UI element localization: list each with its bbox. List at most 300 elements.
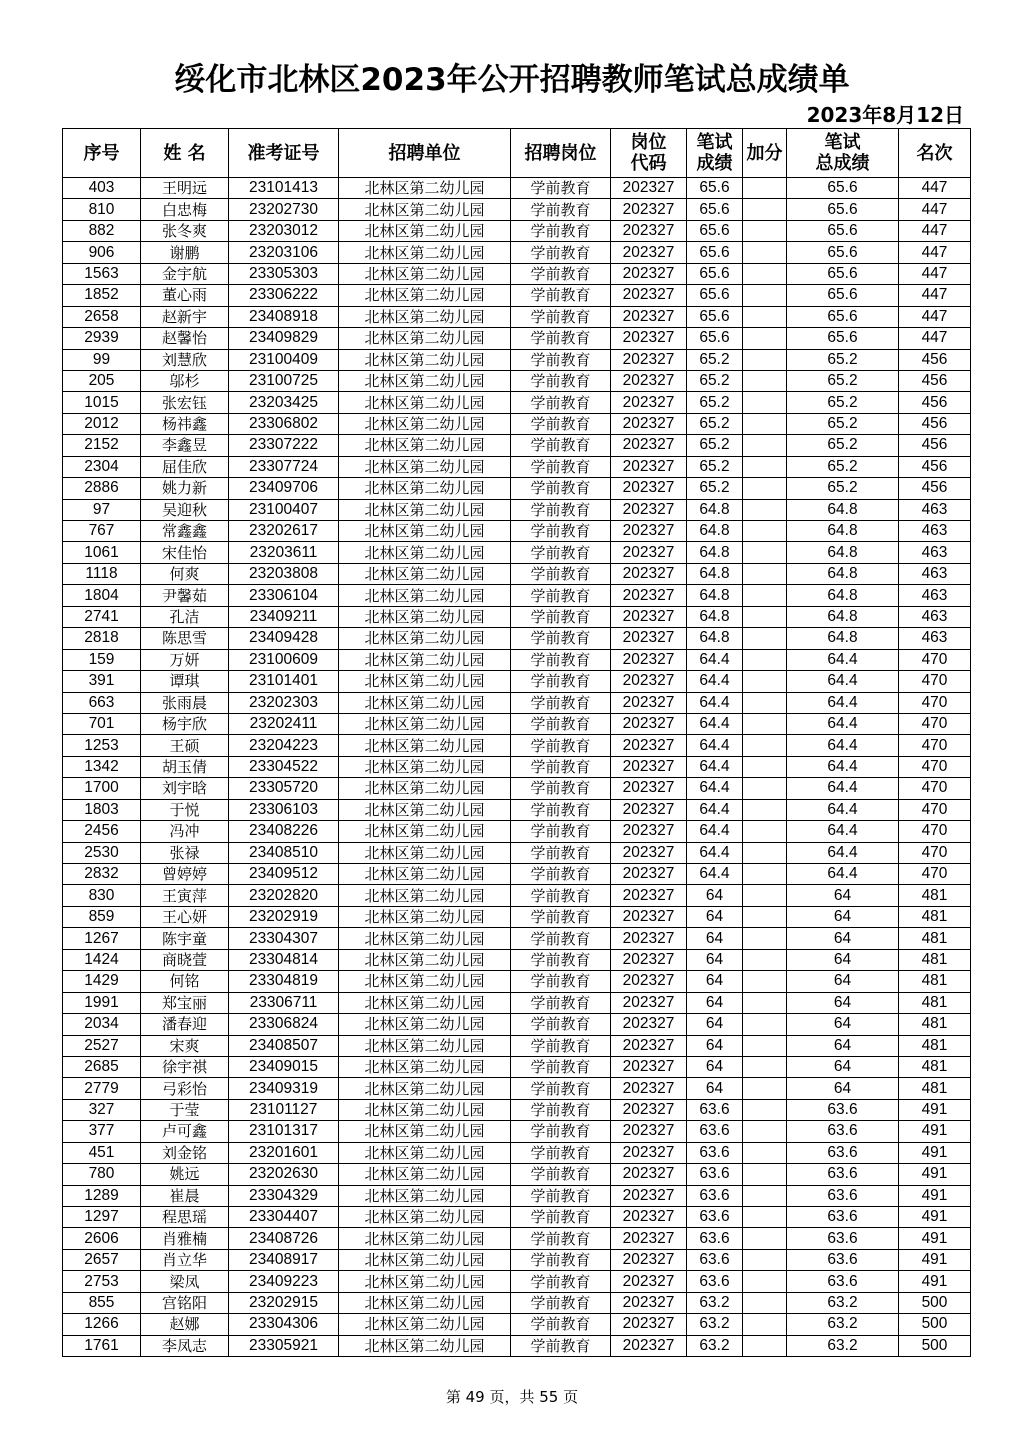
cell-bonus <box>743 1078 787 1099</box>
table-row <box>63 1335 971 1356</box>
cell-code: 202327 <box>611 1207 687 1228</box>
table-row <box>63 1164 971 1185</box>
cell-bonus <box>743 563 787 584</box>
header-code-line2: 代码 <box>630 153 667 174</box>
cell-name: 于莹 <box>141 1099 229 1120</box>
cell-total: 65.6 <box>787 199 899 220</box>
cell-name: 张冬爽 <box>141 220 229 241</box>
cell-seq: 1253 <box>63 735 141 756</box>
cell-position: 学前教育 <box>511 1228 611 1249</box>
cell-score: 65.6 <box>687 306 743 327</box>
cell-score: 64.8 <box>687 563 743 584</box>
cell-seq: 882 <box>63 220 141 241</box>
cell-seq: 2818 <box>63 628 141 649</box>
cell-exam-no: 23202411 <box>229 713 339 734</box>
header-score-line2: 成绩 <box>696 153 733 174</box>
cell-bonus <box>743 1035 787 1056</box>
cell-unit: 北林区第二幼儿园 <box>339 1035 511 1056</box>
cell-seq: 810 <box>63 199 141 220</box>
cell-rank: 481 <box>899 1035 971 1056</box>
cell-name: 张雨晨 <box>141 692 229 713</box>
cell-seq: 1761 <box>63 1335 141 1356</box>
cell-total: 63.6 <box>787 1099 899 1120</box>
cell-code: 202327 <box>611 713 687 734</box>
cell-rank: 447 <box>899 263 971 284</box>
cell-name: 姚力新 <box>141 478 229 499</box>
cell-name: 姚远 <box>141 1164 229 1185</box>
cell-unit: 北林区第二幼儿园 <box>339 306 511 327</box>
cell-total: 64 <box>787 885 899 906</box>
cell-code: 202327 <box>611 370 687 391</box>
cell-unit: 北林区第二幼儿园 <box>339 392 511 413</box>
cell-score: 63.6 <box>687 1249 743 1270</box>
cell-score: 65.2 <box>687 478 743 499</box>
cell-unit: 北林区第二幼儿园 <box>339 263 511 284</box>
cell-code: 202327 <box>611 1035 687 1056</box>
cell-total: 65.2 <box>787 413 899 434</box>
cell-position: 学前教育 <box>511 220 611 241</box>
header-seq: 序号 <box>63 129 141 178</box>
cell-code: 202327 <box>611 1185 687 1206</box>
cell-seq: 2685 <box>63 1056 141 1077</box>
cell-name: 白忠梅 <box>141 199 229 220</box>
cell-total: 64 <box>787 1035 899 1056</box>
header-rank: 名次 <box>899 129 971 178</box>
cell-name: 肖立华 <box>141 1249 229 1270</box>
cell-unit: 北林区第二幼儿园 <box>339 992 511 1013</box>
cell-unit: 北林区第二幼儿园 <box>339 585 511 606</box>
cell-name: 卢可鑫 <box>141 1121 229 1142</box>
cell-code: 202327 <box>611 1142 687 1163</box>
table-row <box>63 971 971 992</box>
cell-code: 202327 <box>611 928 687 949</box>
cell-name: 陈宇童 <box>141 928 229 949</box>
cell-unit: 北林区第二幼儿园 <box>339 563 511 584</box>
header-code-line1: 岗位 <box>630 132 667 153</box>
cell-exam-no: 23409829 <box>229 328 339 349</box>
cell-unit: 北林区第二幼儿园 <box>339 1335 511 1356</box>
cell-rank: 491 <box>899 1271 971 1292</box>
cell-bonus <box>743 1271 787 1292</box>
cell-score: 64.8 <box>687 521 743 542</box>
table-row <box>63 1099 971 1120</box>
cell-score: 64.8 <box>687 542 743 563</box>
cell-rank: 463 <box>899 542 971 563</box>
cell-code: 202327 <box>611 285 687 306</box>
cell-code: 202327 <box>611 1014 687 1035</box>
cell-unit: 北林区第二幼儿园 <box>339 778 511 799</box>
cell-total: 64.8 <box>787 585 899 606</box>
table-row <box>63 671 971 692</box>
cell-exam-no: 23202820 <box>229 885 339 906</box>
cell-position: 学前教育 <box>511 1335 611 1356</box>
cell-position: 学前教育 <box>511 1314 611 1335</box>
cell-code: 202327 <box>611 220 687 241</box>
cell-unit: 北林区第二幼儿园 <box>339 735 511 756</box>
cell-code: 202327 <box>611 1314 687 1335</box>
cell-seq: 701 <box>63 713 141 734</box>
cell-code: 202327 <box>611 1164 687 1185</box>
cell-name: 宋爽 <box>141 1035 229 1056</box>
cell-seq: 205 <box>63 370 141 391</box>
cell-unit: 北林区第二幼儿园 <box>339 713 511 734</box>
cell-name: 李凤志 <box>141 1335 229 1356</box>
cell-exam-no: 23306802 <box>229 413 339 434</box>
table-row <box>63 842 971 863</box>
cell-score: 64.4 <box>687 756 743 777</box>
table-row <box>63 1078 971 1099</box>
cell-exam-no: 23101413 <box>229 178 339 199</box>
cell-position: 学前教育 <box>511 499 611 520</box>
cell-total: 65.6 <box>787 178 899 199</box>
cell-position: 学前教育 <box>511 1099 611 1120</box>
cell-seq: 855 <box>63 1292 141 1313</box>
cell-exam-no: 23202617 <box>229 521 339 542</box>
table-row <box>63 542 971 563</box>
cell-rank: 481 <box>899 906 971 927</box>
cell-rank: 463 <box>899 521 971 542</box>
cell-position: 学前教育 <box>511 671 611 692</box>
table-row <box>63 928 971 949</box>
table-row <box>63 735 971 756</box>
cell-exam-no: 23409211 <box>229 606 339 627</box>
header-total-line1: 笔试 <box>824 132 861 153</box>
cell-bonus <box>743 885 787 906</box>
cell-name: 董心雨 <box>141 285 229 306</box>
cell-unit: 北林区第二幼儿园 <box>339 328 511 349</box>
cell-name: 潘春迎 <box>141 1014 229 1035</box>
cell-score: 65.6 <box>687 178 743 199</box>
cell-code: 202327 <box>611 1078 687 1099</box>
table-row <box>63 456 971 477</box>
cell-total: 64.4 <box>787 756 899 777</box>
cell-seq: 2779 <box>63 1078 141 1099</box>
cell-code: 202327 <box>611 178 687 199</box>
cell-score: 64 <box>687 949 743 970</box>
cell-total: 64.8 <box>787 563 899 584</box>
cell-exam-no: 23202915 <box>229 1292 339 1313</box>
cell-score: 64.4 <box>687 735 743 756</box>
cell-code: 202327 <box>611 842 687 863</box>
cell-score: 64.4 <box>687 864 743 885</box>
cell-total: 64.8 <box>787 628 899 649</box>
cell-total: 64 <box>787 971 899 992</box>
cell-code: 202327 <box>611 1228 687 1249</box>
cell-score: 64 <box>687 906 743 927</box>
cell-code: 202327 <box>611 1335 687 1356</box>
cell-name: 李鑫昱 <box>141 435 229 456</box>
cell-bonus <box>743 370 787 391</box>
cell-total: 64.4 <box>787 864 899 885</box>
cell-name: 吴迎秋 <box>141 499 229 520</box>
cell-exam-no: 23306103 <box>229 799 339 820</box>
cell-unit: 北林区第二幼儿园 <box>339 1207 511 1228</box>
cell-exam-no: 23306104 <box>229 585 339 606</box>
cell-exam-no: 23204223 <box>229 735 339 756</box>
cell-unit: 北林区第二幼儿园 <box>339 628 511 649</box>
cell-position: 学前教育 <box>511 885 611 906</box>
cell-unit: 北林区第二幼儿园 <box>339 1014 511 1035</box>
cell-exam-no: 23101127 <box>229 1099 339 1120</box>
cell-name: 刘宇晗 <box>141 778 229 799</box>
table-row <box>63 563 971 584</box>
cell-seq: 2304 <box>63 456 141 477</box>
cell-exam-no: 23307222 <box>229 435 339 456</box>
cell-code: 202327 <box>611 906 687 927</box>
table-row <box>63 628 971 649</box>
cell-position: 学前教育 <box>511 735 611 756</box>
cell-exam-no: 23304307 <box>229 928 339 949</box>
cell-score: 64 <box>687 992 743 1013</box>
cell-code: 202327 <box>611 971 687 992</box>
cell-bonus <box>743 499 787 520</box>
cell-exam-no: 23307724 <box>229 456 339 477</box>
cell-seq: 391 <box>63 671 141 692</box>
cell-position: 学前教育 <box>511 178 611 199</box>
table-row <box>63 285 971 306</box>
table-row <box>63 328 971 349</box>
cell-seq: 1267 <box>63 928 141 949</box>
cell-unit: 北林区第二幼儿园 <box>339 542 511 563</box>
cell-bonus <box>743 1335 787 1356</box>
cell-score: 64 <box>687 928 743 949</box>
cell-rank: 470 <box>899 671 971 692</box>
cell-rank: 470 <box>899 756 971 777</box>
cell-exam-no: 23409512 <box>229 864 339 885</box>
cell-total: 64.4 <box>787 671 899 692</box>
cell-bonus <box>743 606 787 627</box>
cell-exam-no: 23304329 <box>229 1185 339 1206</box>
cell-position: 学前教育 <box>511 799 611 820</box>
cell-seq: 2939 <box>63 328 141 349</box>
cell-position: 学前教育 <box>511 1056 611 1077</box>
table-row <box>63 799 971 820</box>
table-row <box>63 478 971 499</box>
cell-exam-no: 23305303 <box>229 263 339 284</box>
cell-total: 65.6 <box>787 306 899 327</box>
cell-seq: 1118 <box>63 563 141 584</box>
cell-score: 64.8 <box>687 606 743 627</box>
cell-rank: 447 <box>899 178 971 199</box>
cell-score: 64.4 <box>687 671 743 692</box>
cell-bonus <box>743 799 787 820</box>
cell-bonus <box>743 435 787 456</box>
cell-rank: 447 <box>899 285 971 306</box>
table-row <box>63 1292 971 1313</box>
cell-code: 202327 <box>611 735 687 756</box>
cell-bonus <box>743 521 787 542</box>
cell-unit: 北林区第二幼儿园 <box>339 756 511 777</box>
cell-bonus <box>743 864 787 885</box>
cell-exam-no: 23305921 <box>229 1335 339 1356</box>
cell-total: 63.6 <box>787 1249 899 1270</box>
table-row <box>63 1271 971 1292</box>
table-row <box>63 1249 971 1270</box>
cell-name: 赵娜 <box>141 1314 229 1335</box>
table-row <box>63 242 971 263</box>
cell-bonus <box>743 949 787 970</box>
cell-position: 学前教育 <box>511 971 611 992</box>
cell-rank: 470 <box>899 799 971 820</box>
cell-unit: 北林区第二幼儿园 <box>339 178 511 199</box>
table-row <box>63 499 971 520</box>
cell-rank: 470 <box>899 692 971 713</box>
cell-rank: 456 <box>899 370 971 391</box>
cell-exam-no: 23203425 <box>229 392 339 413</box>
cell-position: 学前教育 <box>511 1164 611 1185</box>
cell-position: 学前教育 <box>511 456 611 477</box>
cell-bonus <box>743 1099 787 1120</box>
cell-code: 202327 <box>611 778 687 799</box>
cell-seq: 2832 <box>63 864 141 885</box>
cell-score: 63.2 <box>687 1314 743 1335</box>
report-date: 2023年8月12日 <box>806 103 964 127</box>
cell-bonus <box>743 628 787 649</box>
cell-exam-no: 23304306 <box>229 1314 339 1335</box>
cell-unit: 北林区第二幼儿园 <box>339 1121 511 1142</box>
cell-code: 202327 <box>611 628 687 649</box>
cell-bonus <box>743 992 787 1013</box>
cell-code: 202327 <box>611 1099 687 1120</box>
cell-bonus <box>743 692 787 713</box>
cell-code: 202327 <box>611 992 687 1013</box>
cell-exam-no: 23408918 <box>229 306 339 327</box>
cell-name: 王寅萍 <box>141 885 229 906</box>
table-row <box>63 1142 971 1163</box>
page-footer: 第 49 页，共 55 页 <box>445 1388 579 1406</box>
header-unit: 招聘单位 <box>339 129 511 178</box>
cell-total: 64.4 <box>787 821 899 842</box>
cell-exam-no: 23203808 <box>229 563 339 584</box>
cell-seq: 2530 <box>63 842 141 863</box>
cell-total: 64.8 <box>787 499 899 520</box>
table-row <box>63 1035 971 1056</box>
cell-score: 64.4 <box>687 713 743 734</box>
table-row <box>63 220 971 241</box>
cell-score: 63.2 <box>687 1335 743 1356</box>
table-row <box>63 1014 971 1035</box>
cell-exam-no: 23409223 <box>229 1271 339 1292</box>
cell-unit: 北林区第二幼儿园 <box>339 1185 511 1206</box>
cell-total: 64.4 <box>787 842 899 863</box>
cell-bonus <box>743 906 787 927</box>
cell-score: 65.6 <box>687 263 743 284</box>
cell-bonus <box>743 1249 787 1270</box>
table-row <box>63 263 971 284</box>
cell-seq: 1297 <box>63 1207 141 1228</box>
cell-total: 63.6 <box>787 1121 899 1142</box>
cell-score: 63.6 <box>687 1121 743 1142</box>
cell-name: 梁凤 <box>141 1271 229 1292</box>
cell-exam-no: 23201601 <box>229 1142 339 1163</box>
cell-unit: 北林区第二幼儿园 <box>339 1142 511 1163</box>
page-title: 绥化市北林区2023年公开招聘教师笔试总成绩单 <box>174 62 850 98</box>
cell-code: 202327 <box>611 199 687 220</box>
cell-total: 64 <box>787 992 899 1013</box>
cell-seq: 767 <box>63 521 141 542</box>
cell-total: 64.4 <box>787 692 899 713</box>
cell-bonus <box>743 199 787 220</box>
cell-position: 学前教育 <box>511 306 611 327</box>
cell-name: 张禄 <box>141 842 229 863</box>
table-row <box>63 906 971 927</box>
cell-name: 金宇航 <box>141 263 229 284</box>
table-row <box>63 992 971 1013</box>
cell-bonus <box>743 585 787 606</box>
cell-unit: 北林区第二幼儿园 <box>339 1314 511 1335</box>
cell-seq: 906 <box>63 242 141 263</box>
cell-position: 学前教育 <box>511 906 611 927</box>
cell-total: 64.4 <box>787 713 899 734</box>
cell-name: 屈佳欣 <box>141 456 229 477</box>
cell-name: 王硕 <box>141 735 229 756</box>
header-code <box>611 129 687 178</box>
cell-bonus <box>743 1314 787 1335</box>
cell-position: 学前教育 <box>511 199 611 220</box>
cell-seq: 2012 <box>63 413 141 434</box>
cell-rank: 491 <box>899 1207 971 1228</box>
cell-code: 202327 <box>611 1056 687 1077</box>
cell-exam-no: 23408917 <box>229 1249 339 1270</box>
cell-rank: 481 <box>899 885 971 906</box>
cell-score: 65.6 <box>687 220 743 241</box>
cell-exam-no: 23409015 <box>229 1056 339 1077</box>
cell-position: 学前教育 <box>511 1142 611 1163</box>
table-row <box>63 606 971 627</box>
cell-seq: 2456 <box>63 821 141 842</box>
cell-total: 64 <box>787 928 899 949</box>
cell-seq: 1015 <box>63 392 141 413</box>
cell-total: 63.6 <box>787 1142 899 1163</box>
cell-bonus <box>743 671 787 692</box>
table-row <box>63 1207 971 1228</box>
cell-bonus <box>743 756 787 777</box>
cell-code: 202327 <box>611 349 687 370</box>
cell-unit: 北林区第二幼儿园 <box>339 864 511 885</box>
header-total-line2: 总成绩 <box>815 153 870 174</box>
cell-rank: 447 <box>899 220 971 241</box>
cell-seq: 327 <box>63 1099 141 1120</box>
table-row <box>63 585 971 606</box>
cell-total: 63.2 <box>787 1335 899 1356</box>
cell-unit: 北林区第二幼儿园 <box>339 649 511 670</box>
cell-score: 65.6 <box>687 199 743 220</box>
cell-position: 学前教育 <box>511 821 611 842</box>
cell-score: 64 <box>687 885 743 906</box>
cell-exam-no: 23101401 <box>229 671 339 692</box>
table-row <box>63 1185 971 1206</box>
cell-name: 陈思雪 <box>141 628 229 649</box>
cell-name: 崔晨 <box>141 1185 229 1206</box>
header-row <box>63 129 971 178</box>
cell-score: 63.6 <box>687 1228 743 1249</box>
cell-name: 肖雅楠 <box>141 1228 229 1249</box>
cell-unit: 北林区第二幼儿园 <box>339 1292 511 1313</box>
cell-rank: 463 <box>899 628 971 649</box>
cell-unit: 北林区第二幼儿园 <box>339 285 511 306</box>
cell-bonus <box>743 842 787 863</box>
cell-seq: 2606 <box>63 1228 141 1249</box>
cell-rank: 491 <box>899 1249 971 1270</box>
cell-unit: 北林区第二幼儿园 <box>339 606 511 627</box>
table-row <box>63 392 971 413</box>
cell-seq: 2152 <box>63 435 141 456</box>
cell-rank: 481 <box>899 1056 971 1077</box>
cell-rank: 456 <box>899 435 971 456</box>
cell-position: 学前教育 <box>511 521 611 542</box>
cell-rank: 463 <box>899 499 971 520</box>
cell-code: 202327 <box>611 328 687 349</box>
